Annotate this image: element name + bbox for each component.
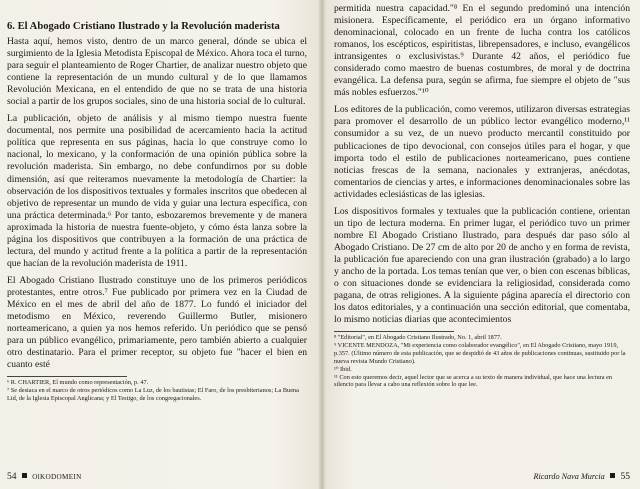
footnote-8: ⁸ "Editorial", en El Abogado Cristiano Ilustrado, No. 1, abril 1877.	[334, 334, 502, 342]
running-head-left: OlKODOMEIN	[32, 473, 82, 481]
right-paragraph-1: permitida nuestra capacidad."⁸ En el segundo predominó una intención misionera. Específicamente, el periódico era un órgano informativo denominacional, colocado en un frente de lucha contra los católicos romanos, los escépticos, espiritistas, librepensadores, e incluso, evangélicos intransigentes o exclusivistas.⁹ Durante 42 años, el periódico fue considerado como maestro de buenas costumbres, de moral y de doctrina evangélica. La defensa pura, según se afirma, fue siempre el objeto de "sus más nobles esfuerzos."¹⁰	[334, 3, 630, 99]
section-heading: 6. El Abogado Cristiano Ilustrado y la Revolución maderista	[7, 21, 280, 32]
square-bullet-icon	[22, 473, 27, 478]
right-page	[322, 0, 640, 489]
footnote-7: ⁷ Se destaca en el marco de otros periódicos como La Luz, de los bautistas; El Faro, de los presbiterianos; La Buena Lid, de la Iglesia Episcopal Anglicana; y El Testigo, de los congregacionales.	[7, 387, 299, 402]
right-paragraph-3: Los dispositivos formales y textuales que la publicación contiene, orientan un tipo de lectura moderna. En primer lugar, el periódico tuvo un primer nombre El Abogado Cristiano Ilustrado, para después dar paso sólo al Abogado Cristiano. De 27 cm de alto por 20 de ancho y en forma de revista, la publicación fue apareciendo con una gran ilustración (grabado) a lo largo y ancho de la portada. Los temas tenían que ver, o bien con escenas bíblicas, o con situaciones donde se evidenciara la religiosidad, considerada como pagana, de otras religiones. A la siguiente página aparecía el directorio con los datos editoriales, y a continuación una sección editorial, que comentaba, lo mismo noticias diarias que acontecimientos	[334, 205, 630, 326]
page-number-right: 55	[620, 472, 630, 482]
left-footnotes	[7, 379, 307, 402]
footnote-10: ¹⁰ Ibid.	[334, 365, 352, 373]
footnote-6: ⁶ R. CHARTIER, El mundo como representación, p. 47.	[7, 379, 149, 387]
footnote-divider	[7, 376, 127, 377]
right-paragraph-2: Los editores de la publicación, como veremos, utilizaron diversas estrategias para promover el desarrollo de un público lector evangélico moderno,¹¹ consumidor a su vez, de un nuevo producto mercantil constituido por publicaciones de tipo devocional, con consejos útiles para el hogar, y que importa todo el estilo de publicaciones norteamericano, pues contiene noticias frescas de la semana, nacionales y extranjeras, anécdotas, comentarios de ciencias y artes, e informaciones denominacionales sobre las actividades eclesiásticas de las iglesias.	[334, 104, 630, 200]
page-number-left: 54	[7, 472, 17, 482]
left-paragraph-2: La publicación, objeto de análisis y al mismo tiempo nuestra fuente documental, nos permite una posibilidad de acercamiento hacia la actitud política que representa en sus páginas, hacia lo que construye como lo nacional, lo mexicano, y la conformación de una opinión pública sobre la revolución maderista. Sin embargo, no debe confundirnos por su doble dimensión, así que reiteramos nuevamente la metodología de Chartier: la observación de los dispositivos textuales y formales inscritos que obedecen al objetivo de representar un mundo de vida y guiar una lectura específica, con una práctica determinada.⁶ Por tanto, esbozaremos brevemente y de manera aproximada la historia de nuestra fuente-objeto, y cómo ésta lanza sobre la página los dispositivos que contribuyen a la formación de una práctica de lectura, del mundo y actitud frente a la política a partir de la representación que hacían de la revolución maderista de 1911.	[7, 113, 307, 269]
running-head-right: Ricardo Nava Murcia	[533, 472, 605, 481]
footnote-9: ⁹ VICENTE MENDOZA, "Mi experiencia como colaborador evangélico", en El Abogado Cristiano, mayo 1919, p.357. (Último número de esta publicación, que se despidió de 43 años de publicaciones continuas, sustituido por la nueva revista Mundo Cristiano).	[334, 342, 626, 365]
left-folio	[7, 472, 82, 483]
left-paragraph-3: El Abogado Cristiano Ilustrado constituye uno de los primeros periódicos protestantes, entre otros.⁷ Fue publicado por primera vez en la Ciudad de México en el mes de abril del año de 1877. Lo fundó el iniciador del metodismo en México, reverendo Guillermo Butler, misionero norteamericano, a quien ya nos hemos referido. Un periódico que se pensó para un público evangélico, primariamente, pero también abierto a cualquier otro destinatario. Para el primer receptor, su objeto fue "hacer el bien en cuanto esté	[7, 274, 307, 371]
footnote-11: ¹¹ Con esto queremos decir, aquel lector que se acerca a su texto de manera individual, que hace una lectura en silencio para llevar a cabo una reflexión sobre lo que lee.	[334, 373, 613, 389]
right-folio	[534, 471, 631, 483]
left-paragraph-1: Hasta aquí, hemos visto, dentro de un marco general, dónde se ubica el surgimiento de la Iglesia Metodista Episcopal de México. Ahora toca el turno, para seguir el planteamiento de Roger Chartier, de analizar nuestro objeto que contiene la representación de un mundo cultural y de lo que llamamos Revolución Mexicana, en el entendido de que no se trata de una historia social a partir de los grupos sociales, sino de una historia social de lo cultural.	[7, 36, 307, 108]
right-footnotes	[334, 334, 630, 389]
square-bullet-icon	[610, 473, 615, 478]
footnote-divider	[334, 331, 454, 332]
